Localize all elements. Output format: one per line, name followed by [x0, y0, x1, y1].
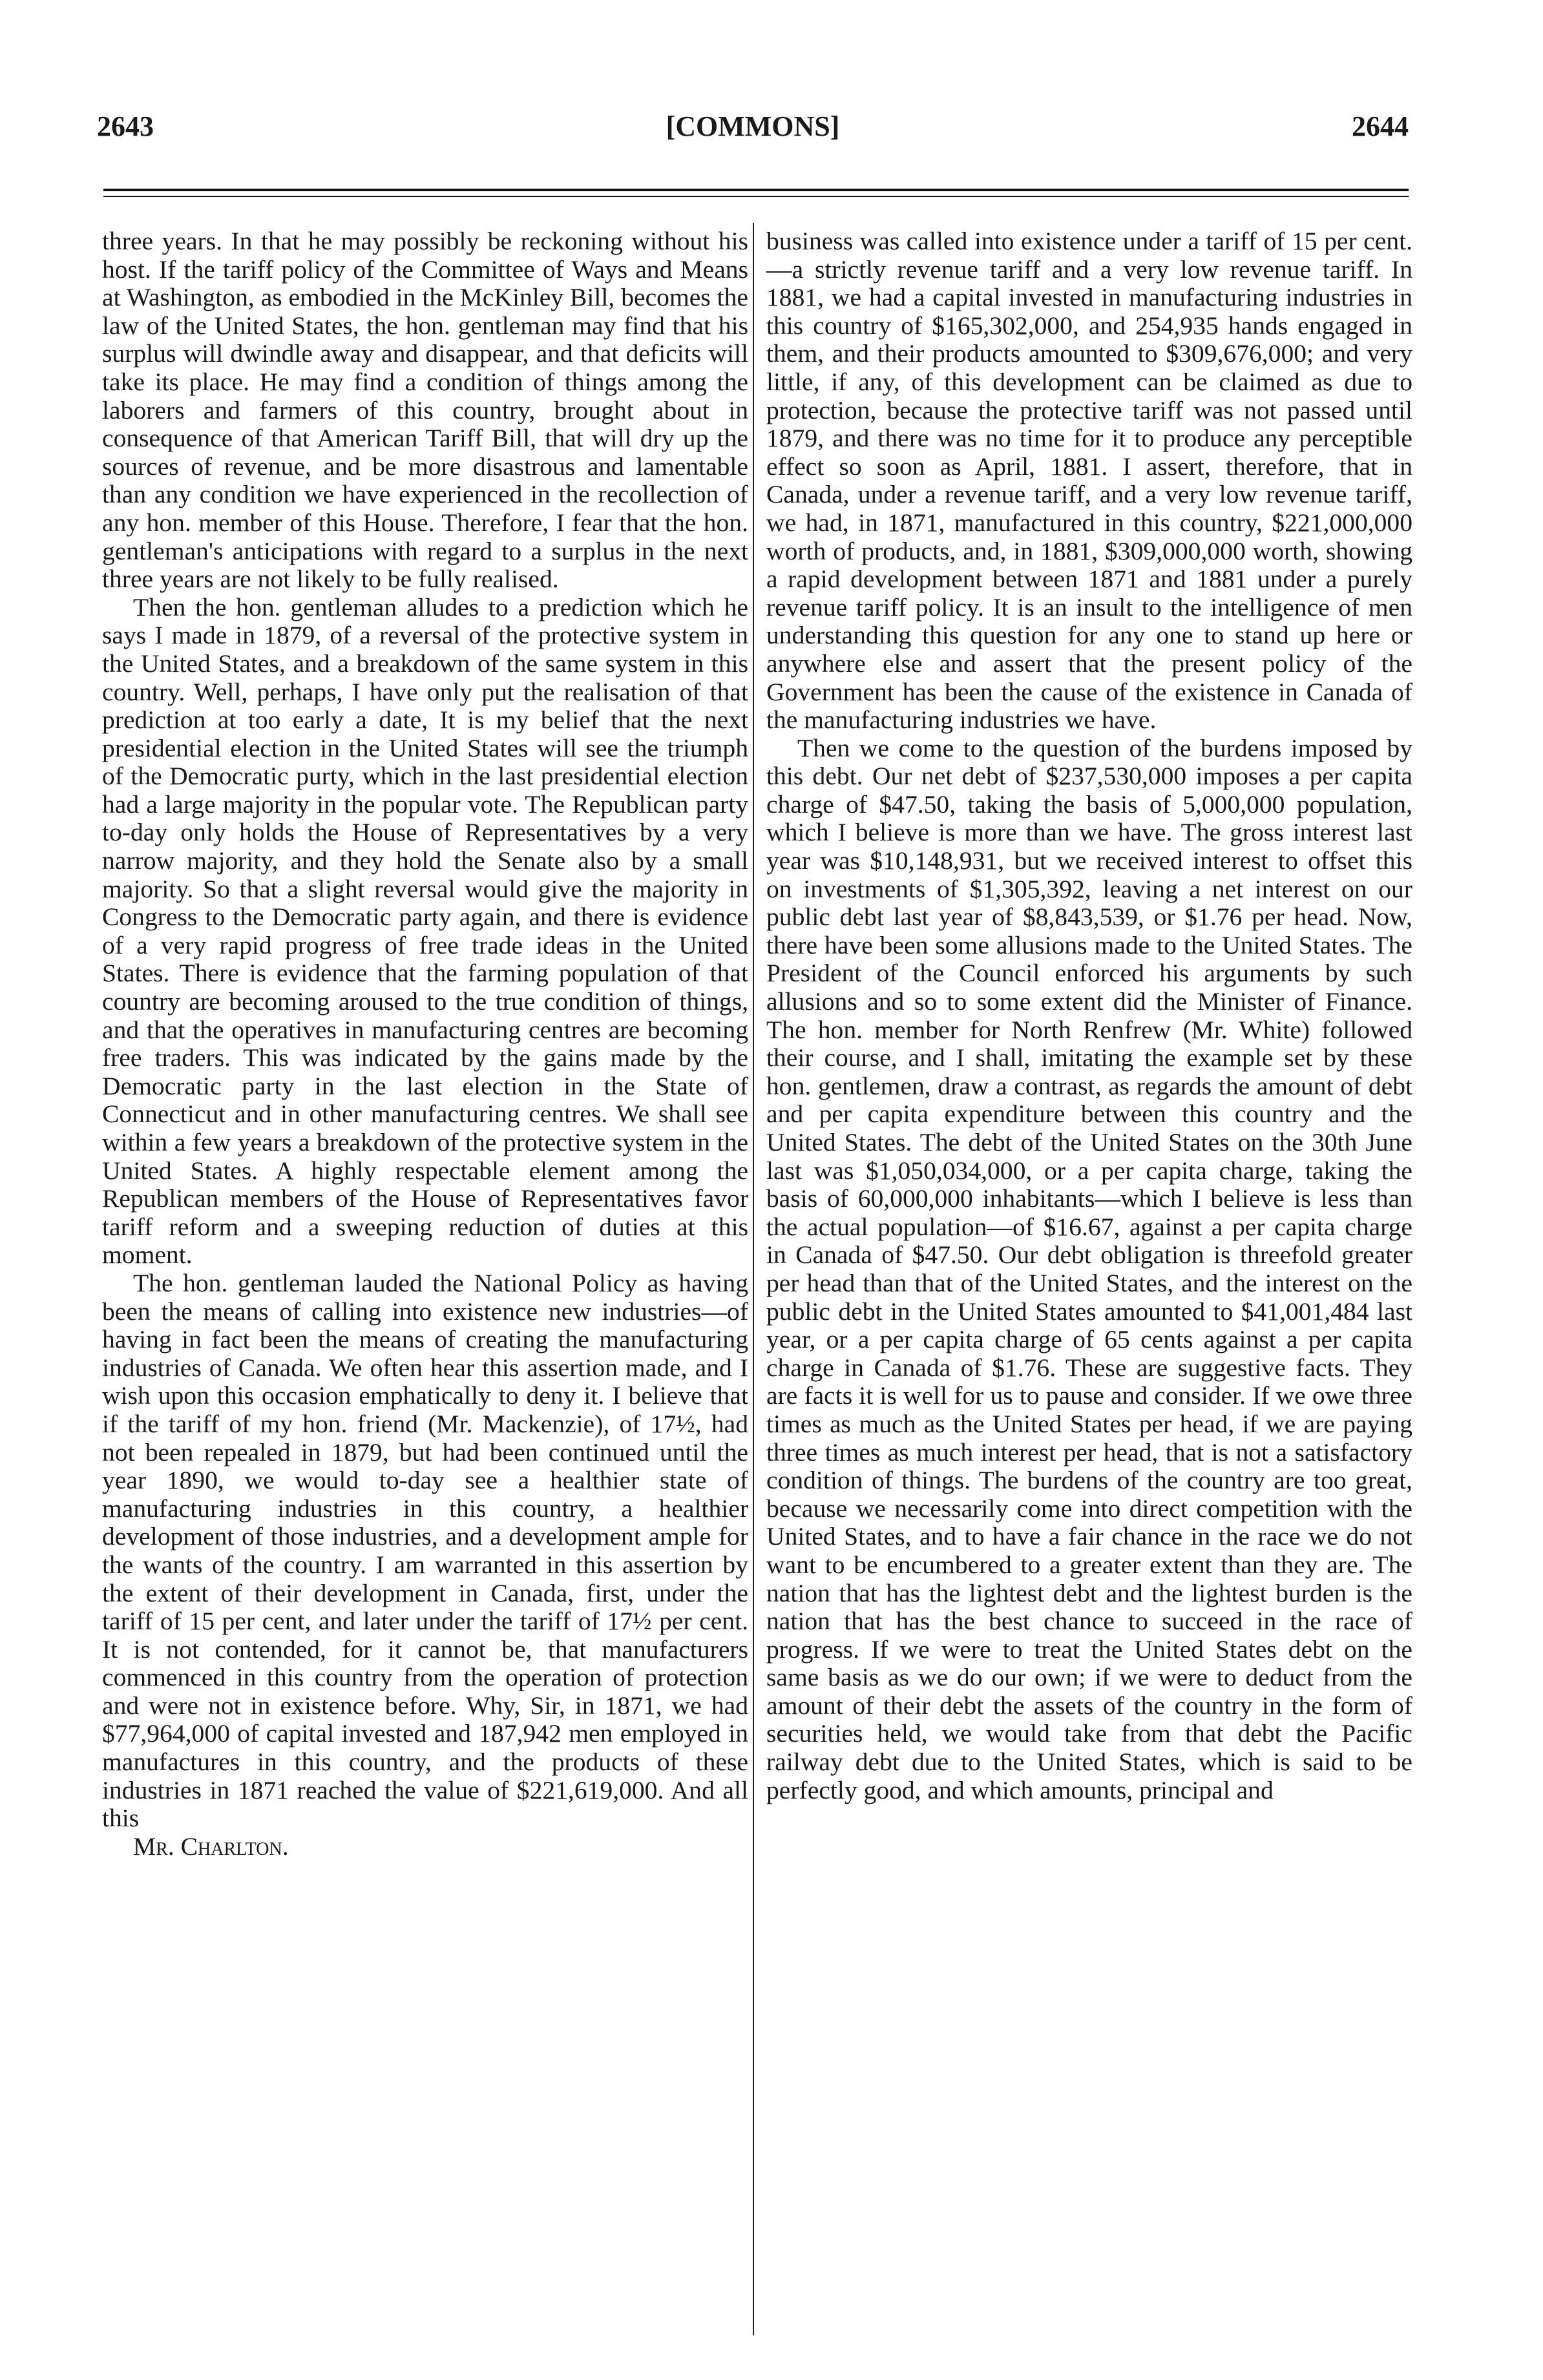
header-rule-thin	[103, 196, 1409, 197]
paragraph: Then the hon. gentleman alludes to a prediction which he says I made in 1879, of a reversal of the protective system in the United States, and a breakdown of the same system in this country. Well, perhaps, I have only put the realisation of that prediction at too early a date, It is my belief that the next presidential election in the United States will see the triumph of the Democratic purty, which in the last presidential election had a large majority in the popular vote. The Republican party to-day only holds the House of Representatives by a very narrow majority, and they hold the Senate also by a small majority. So that a slight reversal would give the majority in Congress to the Democratic party again, and there is evidence of a very rapid progress of free trade ideas in the United States. There is evidence that the farming population of that country are becoming aroused to the true condition of things, and that the operatives in manufacturing centres are becoming free traders. This was indicated by the gains made by the Democratic party in the last election in the State of Connecticut and in other manufacturing centres. We shall see within a few years a breakdown of the protective system in the United States. A highly respectable element among the Republican members of the House of Representatives favor tariff reform and a sweeping reduction of duties at this moment.	[102, 592, 748, 1269]
page-number-right: 2644	[1352, 110, 1409, 142]
left-column	[102, 227, 748, 1861]
page-number-left: 2643	[97, 110, 154, 142]
header-rule-thick	[103, 189, 1409, 191]
right-column	[766, 227, 1412, 1804]
paragraph: business was called into existence under a tariff of 15 per cent.—a strictly revenue tariff and a very low revenue tariff. In 1881, we had a capital invested in manufacturing industries in this country of $165,302,000, and 254,935 hands engaged in them, and their products amounted to $309,676,000; and very little, if any, of this development can be claimed as due to protection, because the protective tariff was not passed until 1879, and there was no time for it to produce any perceptible effect so soon as April, 1881. I assert, therefore, that in Canada, under a revenue tariff, and a very low revenue tariff, we had, in 1871, manufactured in this country, $221,000,000 worth of products, and, in 1881, $309,000,000 worth, showing a rapid development between 1871 and 1881 under a purely revenue tariff policy. It is an insult to the intelligence of men understanding this question for any one to stand up here or anywhere else and assert that the present policy of the Government has been the cause of the existence in Canada of the manufacturing industries we have.	[766, 227, 1412, 735]
paragraph: three years. In that he may possibly be reckoning without his host. If the tariff policy of the Committee of Ways and Means at Washington, as embodied in the McKinley Bill, becomes the law of the United States, the hon. gentleman may find that his surplus will dwindle away and disappear, and that deficits will take its place. He may find a condition of things among the laborers and farmers of this country, brought about in consequence of that American Tariff Bill, that will dry up the sources of revenue, and be more disastrous and lamentable than any condition we have experienced in the recollection of any hon. member of this House. Therefore, I fear that the hon. gentleman's anticipations with regard to a surplus in the next three years are not likely to be fully realised.	[102, 227, 748, 594]
paragraph: The hon. gentleman lauded the National Policy as having been the means of calling into existence new industries—of having in fact been the means of creating the manufacturing industries of Canada. We often hear this assertion made, and I wish upon this occasion emphatically to deny it. I believe that if the tariff of my hon. friend (Mr. Mackenzie), of 17½, had not been repealed in 1879, but had been continued until the year 1890, we would to-day see a healthier state of manufacturing industries in this country, a healthier development of those industries, and a development ample for the wants of the country. I am warranted in this assertion by the extent of their development in Canada, first, under the tariff of 15 per cent, and later under the tariff of 17½ per cent. It is not contended, for it cannot be, that manufacturers commenced in this country from the operation of protection and were not in existence before. Why, Sir, in 1871, we had $77,964,000 of capital invested and 187,942 men employed in manufactures in this country, and the products of these industries in 1871 reached the value of $221,619,000. And all this	[102, 1268, 748, 1833]
page-header	[97, 110, 1409, 162]
chamber-title: [COMMONS]	[666, 110, 840, 142]
paragraph: Then we come to the question of the burdens imposed by this debt. Our net debt of $237,530,000 imposes a per capita charge of $47.50, taking the basis of 5,000,000 population, which I believe is more than we have. The gross interest last year was $10,148,931, but we received interest to offset this on investments of $1,305,392, leaving a net interest on our public debt last year of $8,843,539, or $1.76 per head. Now, there have been some allusions made to the United States. The President of the Council enforced his arguments by such allusions and so to some extent did the Minister of Finance. The hon. member for North Renfrew (Mr. White) followed their course, and I shall, imitating the example set by these hon. gentlemen, draw a contrast, as regards the amount of debt and per capita expenditure between this country and the United States. The debt of the United States on the 30th June last was $1,050,034,000, or a per capita charge, taking the basis of 60,000,000 inhabitants—which I believe is less than the actual population—of $16.67, against a per capita charge in Canada of $47.50. Our debt obligation is threefold greater per head than that of the United States, and the interest on the public debt in the United States amounted to $41,001,484 last year, or a per capita charge of 65 cents against a per capita charge in Canada of $1.76. These are suggestive facts. They are facts it is well for us to pause and consider. If we owe three times as much as the United States per head, if we are paying three times as much interest per head, that is not a satisfactory condition of things. The burdens of the country are too great, because we necessarily come into direct competition with the United States, and to have a fair chance in the race we do not want to be encumbered to a greater extent than they are. The nation that has the lightest debt and the lightest burden is the nation that has the best chance to succeed in the race of progress. If we were to treat the United States debt on the same basis as we do our own; if we were to deduct from the amount of their debt the assets of the country in the form of securities held, we would take from that debt the Pacific railway debt due to the United States, which is said to be perfectly good, and which amounts, principal and	[766, 733, 1412, 1804]
column-divider	[753, 223, 754, 2335]
speaker-signature: Mr. Charlton.	[133, 1832, 289, 1861]
